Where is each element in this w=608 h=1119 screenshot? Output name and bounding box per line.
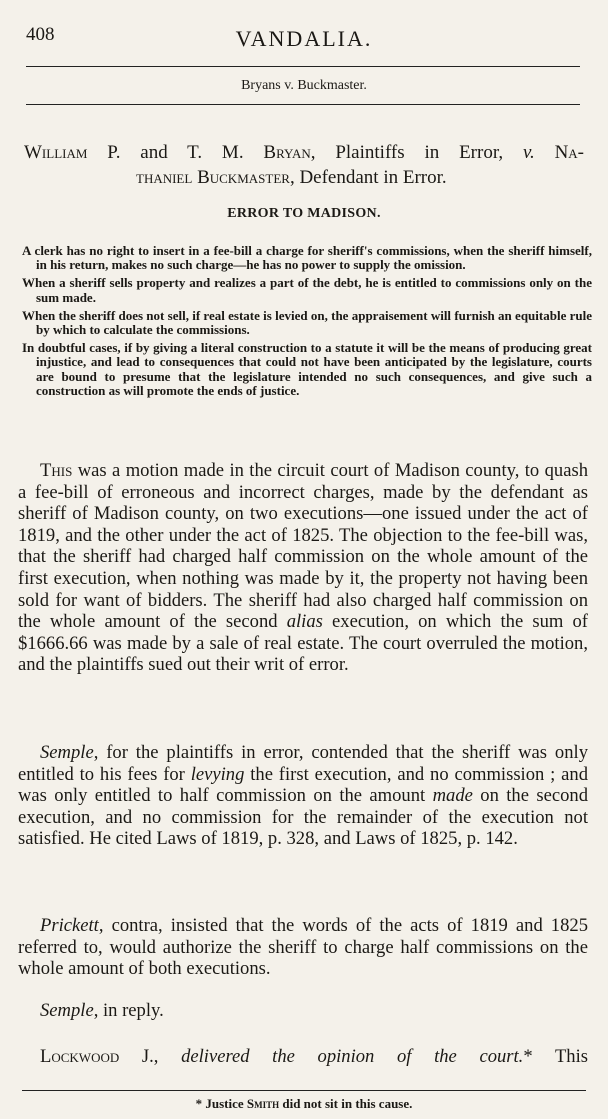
- case-title-line-1: [24, 140, 584, 165]
- opinion-start: [18, 1046, 588, 1068]
- page-number: 408: [26, 24, 55, 45]
- header-rule-top: [26, 66, 580, 67]
- paragraph-3-text: , contra, insisted that the words of the acts of 1819 and 1825 referred to, would authorize the sheriff to charge half commissions on the whole amount of both executions.: [18, 915, 588, 980]
- argument-defendant: [18, 915, 588, 980]
- paragraph-2-made: made: [432, 785, 473, 807]
- paragraph-2-text-b: the first execution, and no commission ; and was only entitled to half commission on the amount: [18, 763, 589, 807]
- paragraph-2-levying: levying: [190, 763, 245, 785]
- statement-of-case: [18, 460, 588, 676]
- defendant-role: , Defendant in Error.: [289, 167, 447, 188]
- paragraph-5-comma: ,: [153, 1046, 182, 1067]
- counsel-prickett: Prickett: [40, 915, 99, 936]
- footnote-mark: * Justice: [195, 1096, 247, 1111]
- paragraph-4: [18, 1000, 588, 1022]
- footnote-justice-name: Smith: [246, 1096, 280, 1111]
- paragraph-1: [18, 460, 588, 676]
- defendant-first-name-end: thaniel: [136, 167, 193, 188]
- paragraph-1-alias: alias: [286, 611, 323, 633]
- paragraph-1-text-a: was a motion made in the circuit court of Madison county, to quash a fee-bill of erroneous and incorrect charges, made by the defendant as sheriff of Madison county, on two executions—one issued under the act of 1819, and the other under the act of 1825. The objection to the fee-bill was, that the sheriff had charged half commission on the whole amount of the first execution, when nothing was made by it, the property not having been sold for want of bidders. The sheriff had also charged half commission on the whole amount of the second: [18, 460, 588, 633]
- paragraph-2: [18, 742, 588, 850]
- paragraph-2-text-c: on the second execution, and no commission for the remainder of the execution not satisfied. He cited Laws of 1819, p. 328, and Laws of 1825, p. 142.: [18, 785, 588, 850]
- headnotes: [22, 244, 592, 402]
- header-rule-bottom: [26, 104, 580, 105]
- headnote-4: In doubtful cases, if by giving a literal construction to a statute it will be the means of producing great injustice, and lead to consequences that could not have been anticipated by the legislature, courts are bound to presume that the legislature intended no such consequences, and give such a construction as will promote the ends of justice.: [22, 339, 592, 399]
- plaintiff-initials: P. and T. M.: [87, 142, 264, 163]
- argument-plaintiffs: [18, 742, 588, 850]
- paragraph-2-text-a: , for the plaintiffs in error, contended that the sheriff was only entitled to his fees for: [18, 742, 588, 785]
- plaintiff-surname: Bryan: [263, 142, 311, 163]
- paragraph-5-tail: This: [532, 1046, 588, 1067]
- paragraph-3: [18, 915, 588, 980]
- case-title: [24, 140, 584, 190]
- plaintiff-first-name: William: [24, 142, 88, 163]
- judge-name: Lockwood J.: [40, 1046, 154, 1067]
- error-heading: [0, 206, 608, 222]
- case-header-text: Bryans v. Buckmaster.: [241, 78, 367, 93]
- footnote-text: did not sit in this cause.: [279, 1096, 413, 1111]
- plaintiff-role: , Plaintiffs in Error,: [310, 142, 523, 163]
- headnote-2: When a sheriff sells property and realizes a part of the debt, he is entitled to commissions only on the sum made.: [22, 275, 592, 305]
- running-head: [26, 22, 582, 54]
- footnote-rule: [22, 1090, 586, 1091]
- paragraph-5-italic: delivered the opinion of the court.: [181, 1046, 524, 1067]
- paragraph-1-lead: This: [40, 460, 73, 481]
- versus: v.: [522, 142, 535, 163]
- case-title-line-2: [24, 165, 584, 190]
- footnote: [0, 1096, 608, 1112]
- footnote-marker: *: [523, 1046, 533, 1067]
- counsel-semple-reply: Semple: [40, 1000, 94, 1021]
- paragraph-1-text-b: execution, on which the sum of $1666.66 was made by a sale of real estate. The court overruled the motion, and the plaintiffs sued out their writ of error.: [18, 611, 588, 676]
- defendant-surname: Buckmaster: [192, 167, 290, 188]
- counsel-semple: Semple: [40, 742, 94, 763]
- paragraph-4-text: , in reply.: [93, 1000, 164, 1021]
- reply: [18, 1000, 588, 1022]
- case-header: [0, 78, 608, 94]
- headnote-3: When the sheriff does not sell, if real estate is levied on, the appraisement will furnish an equitable rule by which to calculate the commissions.: [22, 307, 592, 338]
- defendant-first-name-start: Na-: [534, 142, 585, 163]
- running-title: VANDALIA.: [235, 26, 373, 51]
- error-heading-text: ERROR TO MADISON.: [227, 206, 381, 221]
- headnote-1: A clerk has no right to insert in a fee-bill a charge for sheriff's commissions, when the sheriff himself, in his return, makes no such charge—he has no power to supply the omission.: [22, 243, 592, 273]
- paragraph-5: [18, 1046, 588, 1068]
